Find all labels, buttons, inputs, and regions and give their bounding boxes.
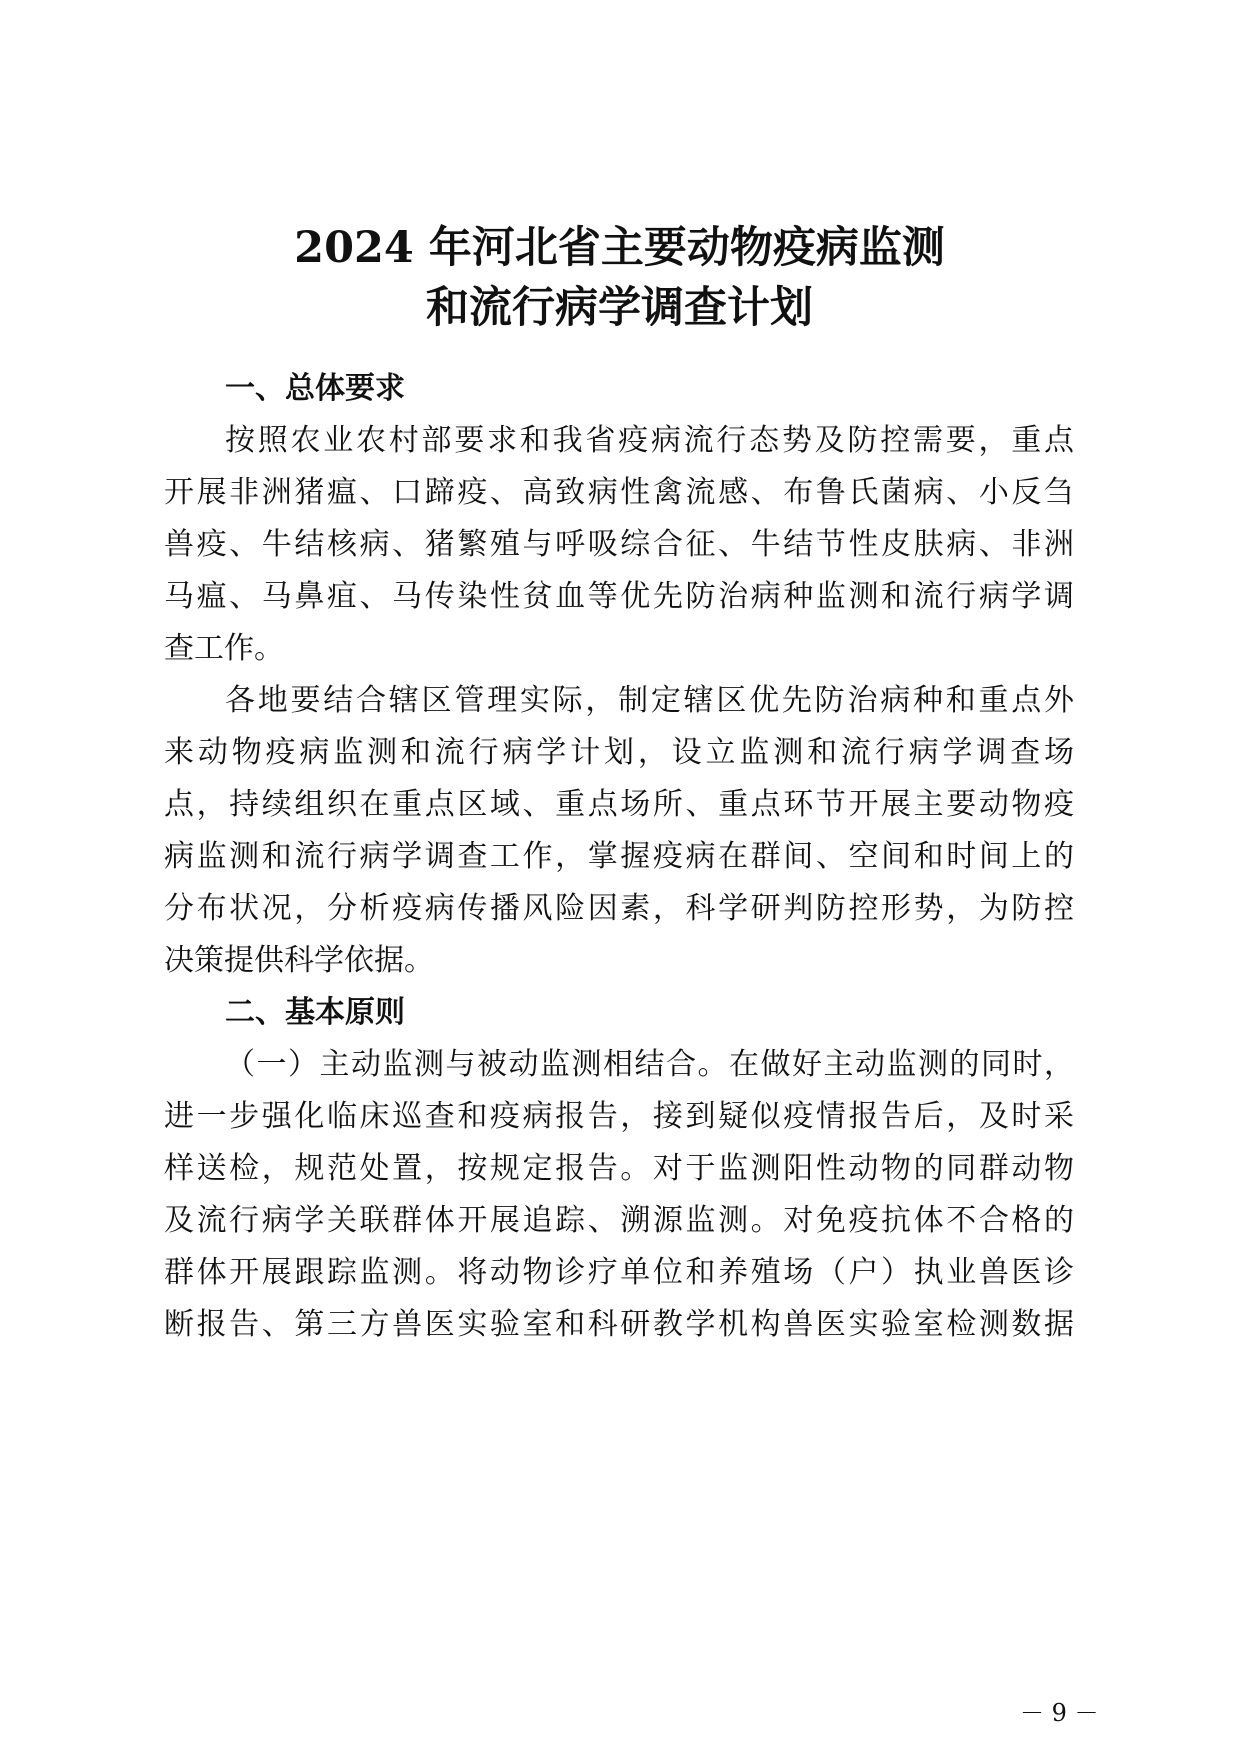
- paragraph-line: 查工作。: [164, 631, 284, 666]
- paragraph-line: 进一步强化临床巡查和疫病报告，接到疑似疫情报告后，及时采: [164, 1099, 1074, 1134]
- document-title-line-1: 2024 年河北省主要动物疫病监测: [294, 223, 945, 273]
- paragraph-line: 断报告、第三方兽医实验室和科研教学机构兽医实验室检测数据: [164, 1307, 1074, 1342]
- paragraph-line: 来动物疫病监测和流行病学计划，设立监测和流行病学调查场: [164, 735, 1074, 770]
- document-title-line-2: 和流行病学调查计划: [426, 283, 813, 333]
- paragraph-line: 群体开展跟踪监测。将动物诊疗单位和养殖场（户）执业兽医诊: [164, 1255, 1074, 1290]
- paragraph-line: 兽疫、牛结核病、猪繁殖与呼吸综合征、牛结节性皮肤病、非洲: [164, 527, 1074, 562]
- paragraph-line: 开展非洲猪瘟、口蹄疫、高致病性禽流感、布鲁氏菌病、小反刍: [164, 475, 1074, 510]
- paragraph-line: 决策提供科学依据。: [164, 943, 434, 978]
- paragraph-line: 马瘟、马鼻疽、马传染性贫血等优先防治病种监测和流行病学调: [164, 579, 1074, 614]
- paragraph-line: 样送检，规范处置，按规定报告。对于监测阳性动物的同群动物: [164, 1151, 1074, 1186]
- paragraph-line: 点，持续组织在重点区域、重点场所、重点环节开展主要动物疫: [164, 787, 1074, 822]
- page-number: － 9 －: [1020, 1699, 1099, 1727]
- paragraph-line: 分布状况，分析疫病传播风险因素，科学研判防控形势，为防控: [164, 891, 1074, 926]
- paragraph-line: 各地要结合辖区管理实际，制定辖区优先防治病种和重点外: [225, 683, 1074, 718]
- paragraph-line: 按照农业农村部要求和我省疫病流行态势及防控需要，重点: [225, 423, 1074, 458]
- section-1-heading: 一、总体要求: [225, 371, 405, 406]
- paragraph-line: 病监测和流行病学调查工作，掌握疫病在群间、空间和时间上的: [164, 839, 1074, 874]
- paragraph-line: 及流行病学关联群体开展追踪、溯源监测。对免疫抗体不合格的: [164, 1203, 1074, 1238]
- paragraph-line: （一）主动监测与被动监测相结合。在做好主动监测的同时，: [225, 1047, 1074, 1082]
- section-2-heading: 二、基本原则: [225, 995, 405, 1030]
